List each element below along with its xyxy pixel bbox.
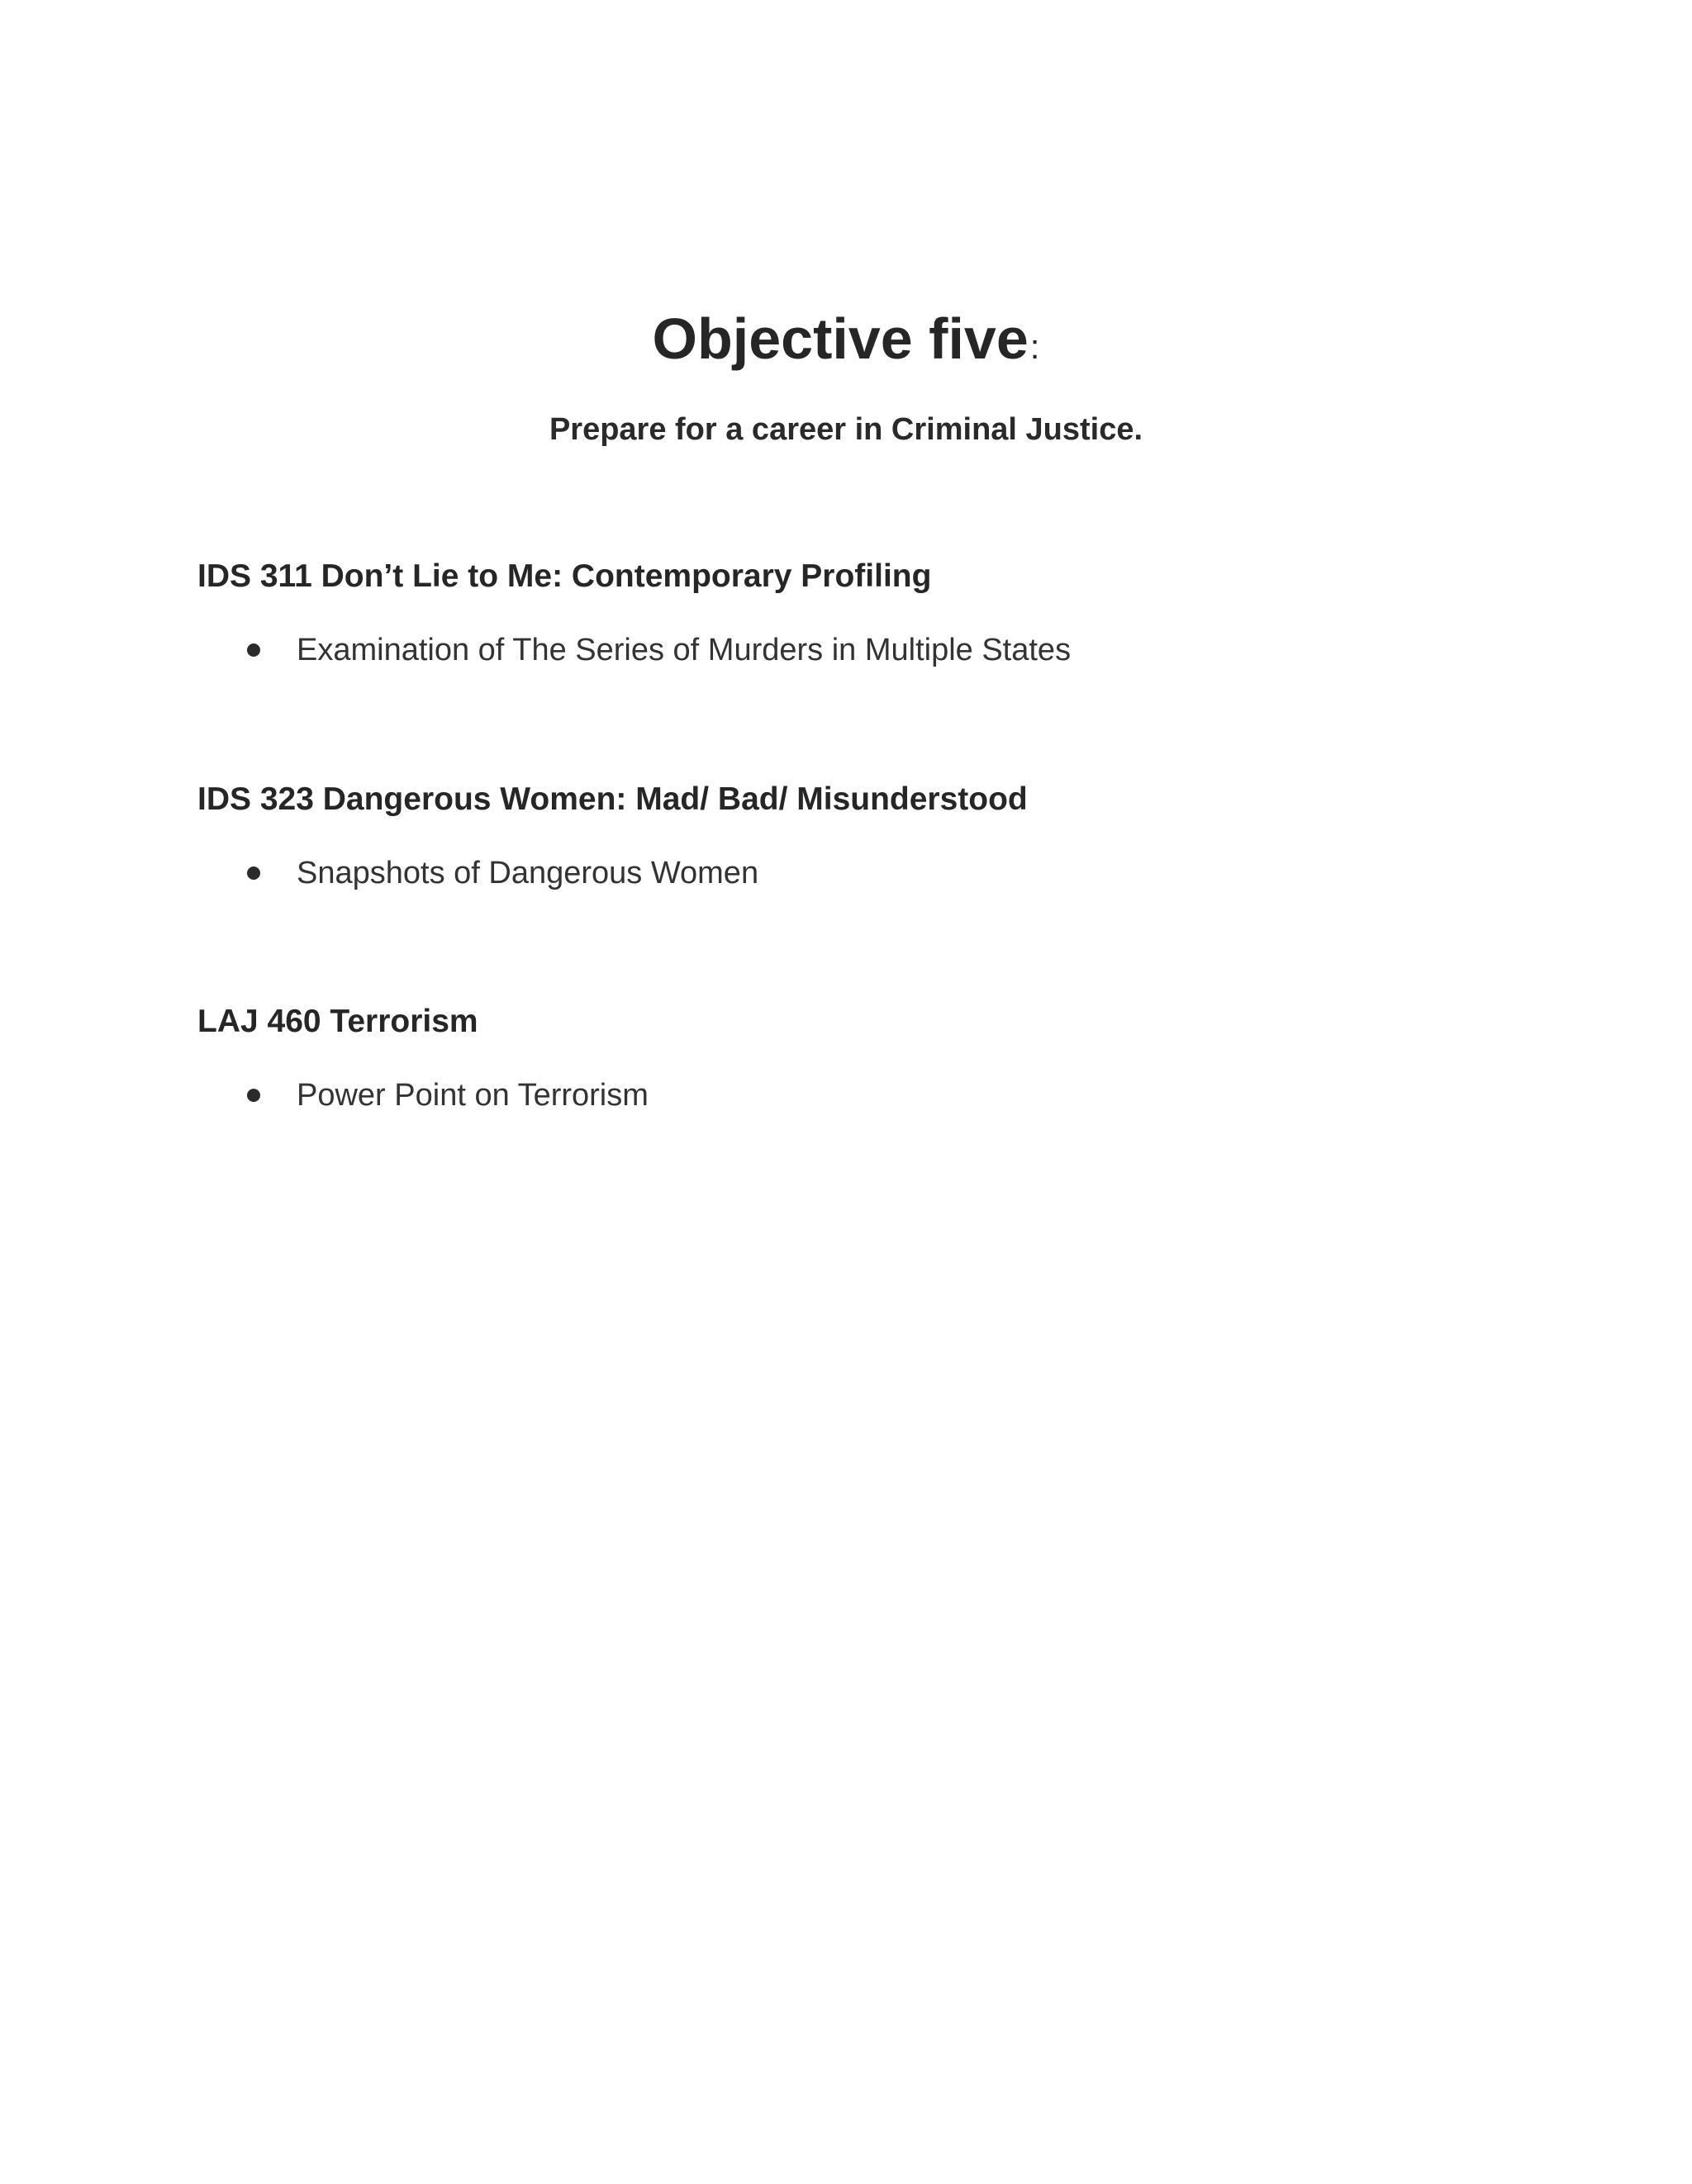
- course-item-list: [197, 852, 1602, 894]
- course-item-list: [197, 629, 1602, 671]
- bullet-icon: [247, 1089, 260, 1102]
- title-colon: :: [1029, 327, 1040, 366]
- list-item: [197, 629, 1602, 671]
- page-title: [0, 301, 1692, 384]
- list-item-text: Snapshots of Dangerous Women: [297, 856, 759, 890]
- title-text: Objective five: [652, 306, 1029, 371]
- course-section-ids-323: [197, 778, 1602, 894]
- bullet-icon: [247, 643, 260, 657]
- course-heading: IDS 311 Don’t Lie to Me: Contemporary Profiling: [197, 558, 932, 594]
- page-subtitle: Prepare for a career in Criminal Justice.: [549, 412, 1143, 447]
- list-item-text: Examination of The Series of Murders in Multiple States: [297, 633, 1072, 667]
- course-heading: IDS 323 Dangerous Women: Mad/ Bad/ Misunderstood: [197, 781, 1028, 817]
- list-item-text: Power Point on Terrorism: [297, 1078, 649, 1113]
- course-item-list: [197, 1075, 1602, 1116]
- list-item: [197, 852, 1602, 894]
- course-section-ids-311: [197, 555, 1602, 671]
- course-heading: LAJ 460 Terrorism: [197, 1004, 478, 1039]
- course-section-laj-460: [197, 1000, 1602, 1116]
- bullet-icon: [247, 866, 260, 880]
- list-item: [197, 1075, 1602, 1116]
